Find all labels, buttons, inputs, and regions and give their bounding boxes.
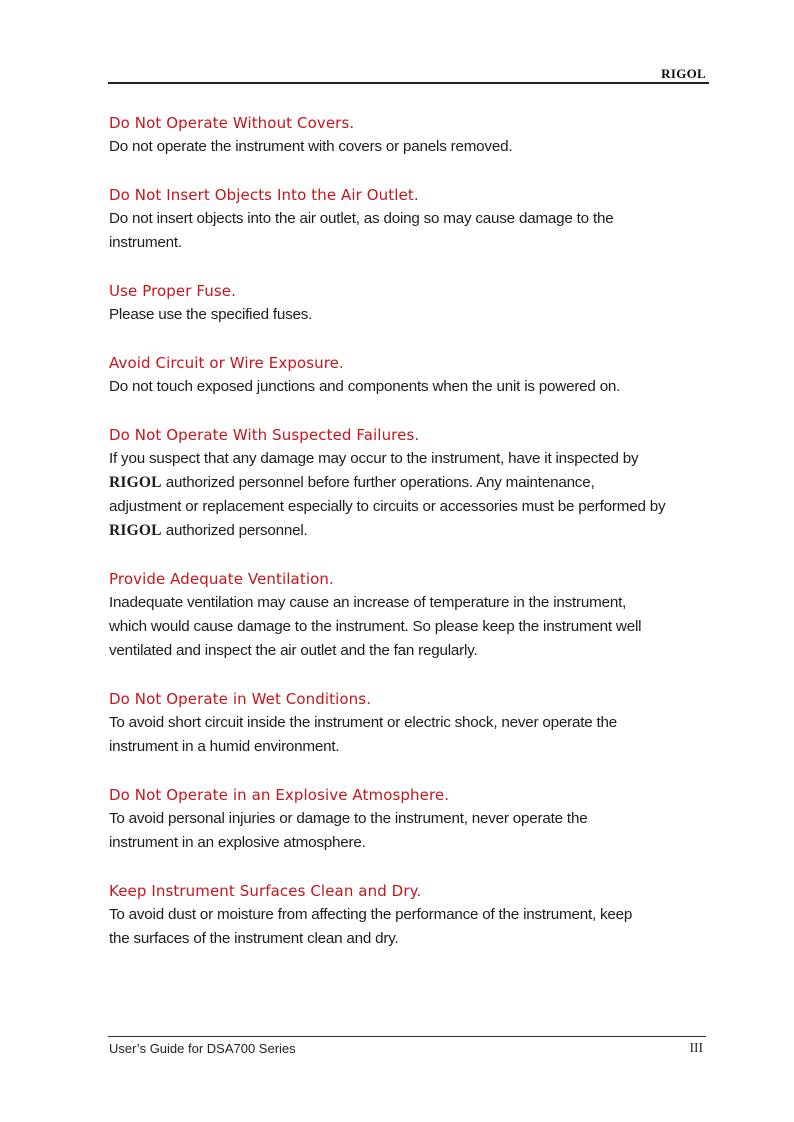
safety-section — [109, 351, 711, 399]
section-title: Keep Instrument Surfaces Clean and Dry. — [109, 882, 422, 900]
body-line — [109, 135, 711, 159]
text-segment: the surfaces of the instrument clean and dry. — [109, 930, 399, 947]
section-body — [109, 591, 711, 663]
footer-page-number: III — [689, 1040, 703, 1055]
text-segment: Do not operate the instrument with covers or panels removed. — [109, 138, 513, 155]
text-segment: adjustment or replacement especially to circuits or accessories must be performed by — [109, 498, 666, 515]
section-title: Use Proper Fuse. — [109, 282, 236, 300]
body-line — [109, 927, 711, 951]
text-segment: Do not insert objects into the air outlet, as doing so may cause damage to the — [109, 210, 614, 227]
text-segment: If you suspect that any damage may occur to the instrument, have it inspected by — [109, 450, 639, 467]
text-segment: instrument in an explosive atmosphere. — [109, 834, 366, 851]
body-line — [109, 231, 711, 255]
safety-section — [109, 567, 711, 663]
section-body — [109, 375, 711, 399]
section-body — [109, 303, 711, 327]
section-title: Avoid Circuit or Wire Exposure. — [109, 354, 344, 372]
safety-section — [109, 879, 711, 951]
text-segment: ventilated and inspect the air outlet and the fan regularly. — [109, 642, 478, 659]
section-body — [109, 903, 711, 951]
body-line — [109, 639, 711, 663]
text-segment: authorized personnel. — [161, 522, 308, 539]
text-segment: To avoid dust or moisture from affecting the performance of the instrument, keep — [109, 906, 633, 923]
section-body — [109, 207, 711, 255]
body-line — [109, 903, 711, 927]
header-brand: RIGOL — [661, 66, 706, 81]
section-title: Do Not Insert Objects Into the Air Outlet. — [109, 186, 419, 204]
section-body — [109, 447, 711, 543]
text-segment: Inadequate ventilation may cause an increase of temperature in the instrument, — [109, 594, 627, 611]
body-line — [109, 495, 711, 519]
section-body — [109, 807, 711, 855]
section-title: Do Not Operate Without Covers. — [109, 114, 355, 132]
body-line — [109, 207, 711, 231]
body-line — [109, 471, 711, 495]
brand-inline: RIGOL — [109, 522, 162, 539]
safety-section — [109, 783, 711, 855]
body-line — [109, 807, 711, 831]
safety-section — [109, 279, 711, 327]
body-line — [109, 303, 711, 327]
text-segment: To avoid personal injuries or damage to the instrument, never operate the — [109, 810, 588, 827]
text-segment: Please use the specified fuses. — [109, 306, 313, 323]
body-line — [109, 831, 711, 855]
text-segment: Do not touch exposed junctions and components when the unit is powered on. — [109, 378, 621, 395]
body-line — [109, 615, 711, 639]
text-segment: instrument. — [109, 234, 182, 251]
body-line — [109, 375, 711, 399]
body-line — [109, 735, 711, 759]
safety-section — [109, 183, 711, 255]
text-segment: which would cause damage to the instrument. So please keep the instrument well — [109, 618, 642, 635]
safety-section — [109, 687, 711, 759]
section-title: Do Not Operate With Suspected Failures. — [109, 426, 420, 444]
body-line — [109, 711, 711, 735]
text-segment: authorized personnel before further operations. Any maintenance, — [161, 474, 595, 491]
body-line — [109, 519, 711, 543]
section-title: Do Not Operate in Wet Conditions. — [109, 690, 372, 708]
text-segment: instrument in a humid environment. — [109, 738, 340, 755]
text-segment: To avoid short circuit inside the instrument or electric shock, never operate the — [109, 714, 618, 731]
brand-inline: RIGOL — [109, 474, 162, 491]
footer-rule — [108, 1036, 706, 1037]
safety-sections — [109, 111, 711, 975]
safety-section — [109, 111, 711, 159]
safety-section — [109, 423, 711, 543]
section-title: Provide Adequate Ventilation. — [109, 570, 334, 588]
footer-guide-title: User’s Guide for DSA700 Series — [109, 1041, 296, 1056]
body-line — [109, 447, 711, 471]
section-body — [109, 711, 711, 759]
header-rule — [108, 82, 709, 84]
section-title: Do Not Operate in an Explosive Atmosphere. — [109, 786, 450, 804]
body-line — [109, 591, 711, 615]
section-body — [109, 135, 711, 159]
